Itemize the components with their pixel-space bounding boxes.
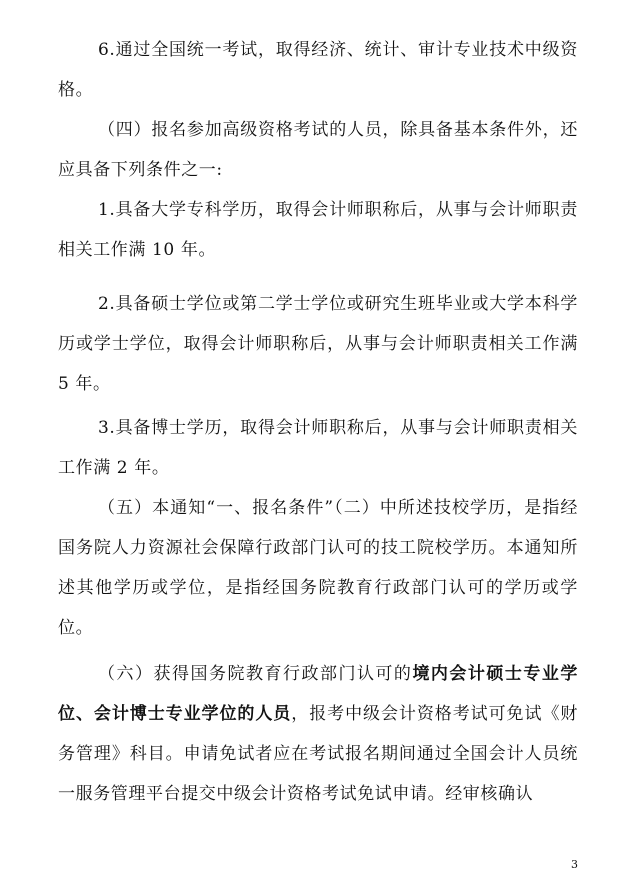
paragraph-text: 1.具备大学专科学历，取得会计师职称后，从事与会计师职责相关工作满 10 年。 [58,200,578,260]
paragraph-text: 2.具备硕士学位或第二学士学位或研究生班毕业或大学本科学历或学士学位，取得会计师职称后，从事与会计师职责相关工作满 5 年。 [58,294,578,394]
paragraph-text: （四）报名参加高级资格考试的人员，除具备基本条件外，还应具备下列条件之一: [58,120,578,180]
paragraph-tail-text: ，报考中级会计资格考试可免试《财务管理》科目。申请免试者应在考试报名期间通过全国会计人员统一服务管理平台提交中级会计资格考试免试申请。经审核确认 [58,704,578,804]
paragraph-section-5 [58,488,578,648]
paragraph-senior-condition-3 [58,408,578,488]
paragraph-lead-text: （六）获得国务院教育行政部门认可的 [98,664,413,684]
paragraph-condition-6 [58,30,578,110]
paragraph-bold-text: 境内会计硕士专业学位、会计博士专业学位的人员 [58,664,579,724]
paragraph-text: （五）本通知“一、报名条件”（二）中所述技校学历，是指经国务院人力资源社会保障行政部门认可的技工院校学历。本通知所述其他学历或学位，是指经国务院教育行政部门认可的学历或学位。 [58,498,578,638]
paragraph-senior-condition-2 [58,284,578,404]
paragraph-text: 3.具备博士学历，取得会计师职称后，从事与会计师职责相关工作满 2 年。 [58,418,578,478]
paragraph-text: 6.通过全国统一考试，取得经济、统计、审计专业技术中级资格。 [58,40,578,100]
paragraph-senior-condition-1 [58,190,578,270]
paragraph-section-6 [58,654,578,814]
paragraph-section-4 [58,110,578,190]
page-number: 3 [571,858,578,871]
